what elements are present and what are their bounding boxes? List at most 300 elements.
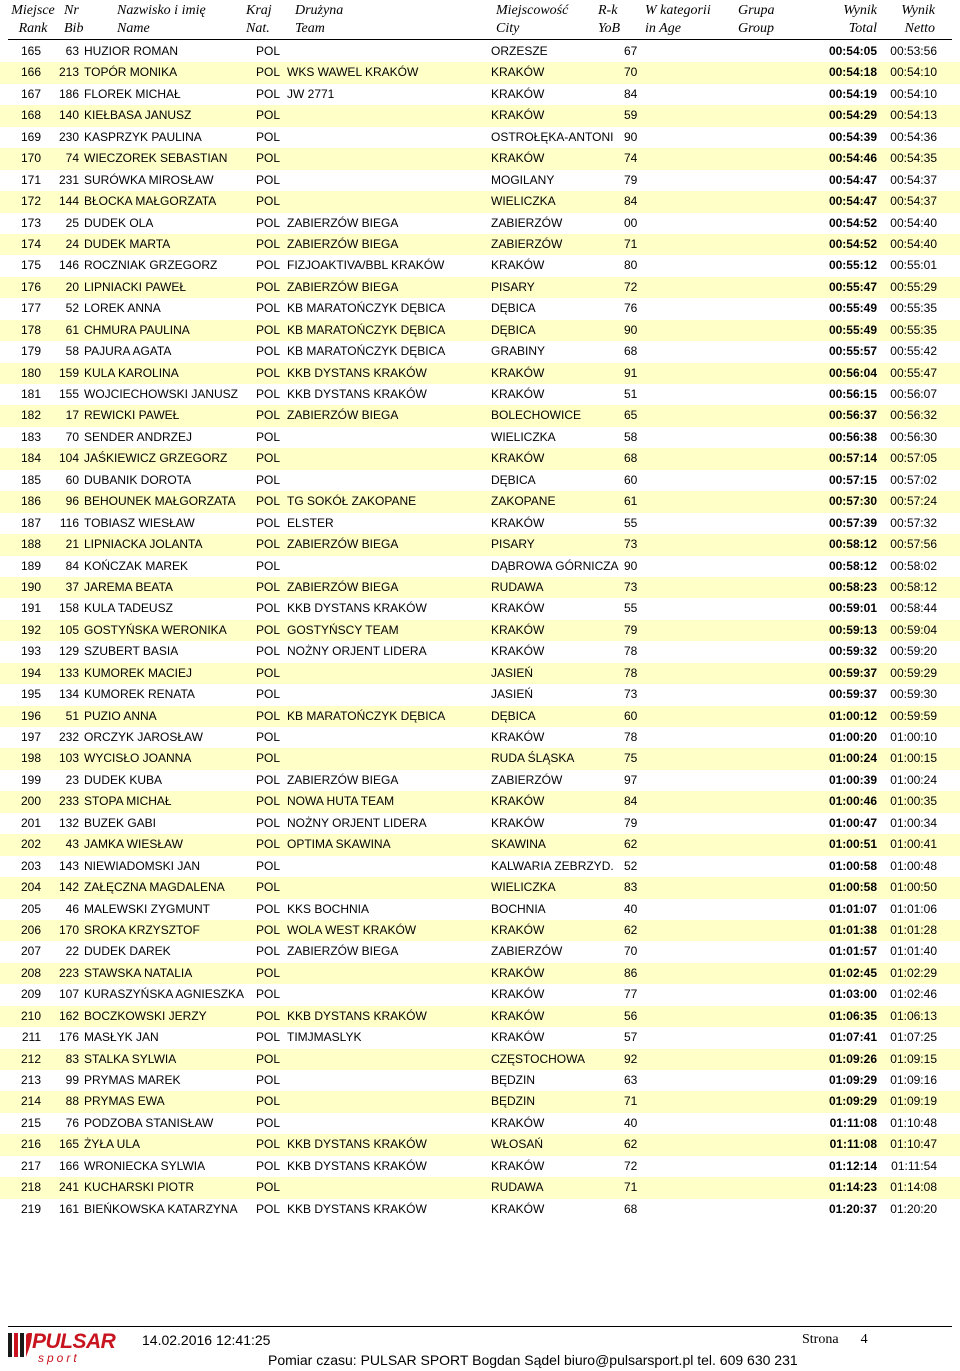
header-yob <box>598 2 620 38</box>
cell-nat: POL <box>256 965 281 980</box>
cell-team: OPTIMA SKAWINA <box>287 837 391 852</box>
cell-city: BOLECHOWICE <box>491 408 582 423</box>
cell-yob: 77 <box>624 987 638 1002</box>
cell-city: KRAKÓW <box>491 1158 545 1173</box>
table-row <box>0 491 960 512</box>
cell-netto: 01:00:34 <box>890 815 937 830</box>
cell-bib: 158 <box>58 601 79 616</box>
cell-netto: 01:00:15 <box>890 751 937 766</box>
header-yob-pl: R-k <box>598 3 618 18</box>
cell-yob: 92 <box>624 1051 638 1066</box>
cell-yob: 84 <box>624 794 638 809</box>
cell-city: KRAKÓW <box>491 1115 545 1130</box>
table-row <box>0 920 960 941</box>
cell-netto: 00:54:13 <box>890 108 937 123</box>
cell-bib: 143 <box>58 858 79 873</box>
cell-city: DĘBICA <box>491 708 536 723</box>
cell-yob: 72 <box>624 1158 638 1173</box>
cell-total: 00:56:38 <box>828 429 877 444</box>
cell-total: 00:59:32 <box>828 644 877 659</box>
cell-yob: 70 <box>624 65 638 80</box>
table-row <box>0 341 960 362</box>
cell-city: KRAKÓW <box>491 644 545 659</box>
cell-netto: 00:54:35 <box>890 151 937 166</box>
cell-bib: 129 <box>58 644 79 659</box>
cell-city: JASIEŃ <box>491 687 534 702</box>
cell-rank: 189 <box>20 558 41 573</box>
cell-nat: POL <box>256 687 281 702</box>
cell-city: KALWARIA ZEBRZYD. <box>491 858 614 873</box>
table-row <box>0 684 960 705</box>
cell-team: KKB DYSTANS KRAKÓW <box>287 1008 427 1023</box>
cell-rank: 193 <box>20 644 41 659</box>
cell-nat: POL <box>256 601 281 616</box>
cell-yob: 75 <box>624 751 638 766</box>
cell-netto: 00:54:10 <box>890 65 937 80</box>
table-row <box>0 1049 960 1070</box>
cell-yob: 79 <box>624 815 638 830</box>
header-total-pl: Wynik <box>843 3 877 18</box>
header-age-en: in Age <box>645 21 681 36</box>
cell-total: 00:54:46 <box>828 151 877 166</box>
cell-city: RUDAWA <box>491 579 544 594</box>
cell-bib: 134 <box>58 687 79 702</box>
cell-total: 01:11:08 <box>829 1137 877 1152</box>
cell-netto: 01:10:48 <box>890 1115 937 1130</box>
cell-rank: 208 <box>20 965 41 980</box>
cell-rank: 191 <box>20 601 41 616</box>
cell-yob: 71 <box>624 1094 638 1109</box>
cell-total: 00:57:30 <box>828 494 877 509</box>
cell-rank: 215 <box>20 1115 41 1130</box>
cell-bib: 186 <box>58 86 79 101</box>
cell-city: KRAKÓW <box>491 86 545 101</box>
cell-total: 01:01:07 <box>828 901 877 916</box>
cell-netto: 01:00:48 <box>890 858 937 873</box>
cell-team: NOŻNY ORJENT LIDERA <box>287 815 427 830</box>
table-row <box>0 405 960 426</box>
cell-rank: 214 <box>20 1094 41 1109</box>
cell-name: WYCISŁO JOANNA <box>84 751 192 766</box>
cell-city: KRAKÓW <box>491 451 545 466</box>
cell-yob: 40 <box>624 1115 638 1130</box>
cell-team: GOSTYŃSCY TEAM <box>287 622 399 637</box>
cell-netto: 01:20:20 <box>890 1201 937 1216</box>
cell-yob: 71 <box>624 236 638 251</box>
page-number: 4 <box>860 1332 868 1347</box>
cell-name: JAREMA BEATA <box>84 579 173 594</box>
cell-netto: 01:01:40 <box>890 944 937 959</box>
cell-nat: POL <box>256 1030 281 1045</box>
cell-total: 00:59:37 <box>828 687 877 702</box>
cell-total: 01:00:47 <box>828 815 877 830</box>
cell-name: KULA KAROLINA <box>84 365 179 380</box>
cell-rank: 183 <box>20 429 41 444</box>
cell-name: SENDER ANDRZEJ <box>84 429 193 444</box>
table-row <box>0 1091 960 1112</box>
cell-rank: 170 <box>20 151 41 166</box>
header-group-en: Group <box>738 21 775 36</box>
cell-bib: 24 <box>65 236 79 251</box>
cell-yob: 76 <box>624 301 638 316</box>
cell-yob: 57 <box>624 1030 638 1045</box>
logo-word: PULSAR <box>32 1330 116 1353</box>
cell-rank: 219 <box>20 1201 41 1216</box>
cell-nat: POL <box>256 344 281 359</box>
cell-city: KRAKÓW <box>491 387 545 401</box>
cell-bib: 155 <box>58 387 79 401</box>
cell-total: 00:54:05 <box>828 44 877 58</box>
cell-name: LIPNIACKA JOLANTA <box>84 537 203 552</box>
header-nat-en: Nat. <box>246 21 270 36</box>
cell-nat: POL <box>256 215 281 230</box>
cell-netto: 00:54:40 <box>890 236 937 251</box>
header-nat-pl: Kraj <box>246 3 272 18</box>
cell-nat: POL <box>256 1094 281 1109</box>
header-city-en: City <box>496 21 520 36</box>
cell-bib: 105 <box>58 622 79 637</box>
table-row <box>0 727 960 748</box>
cell-total: 01:14:23 <box>828 1180 877 1195</box>
table-row <box>0 641 960 662</box>
cell-rank: 179 <box>20 344 41 359</box>
cell-nat: POL <box>256 1137 281 1152</box>
cell-nat: POL <box>256 86 281 101</box>
table-row <box>0 620 960 641</box>
header-age <box>645 2 711 38</box>
table-row <box>0 663 960 684</box>
cell-total: 01:06:35 <box>828 1008 877 1023</box>
cell-name: CHMURA PAULINA <box>84 322 190 337</box>
header-netto <box>901 2 935 38</box>
cell-bib: 176 <box>58 1030 79 1045</box>
cell-city: KRAKÓW <box>491 1030 545 1045</box>
cell-total: 00:56:37 <box>828 408 877 423</box>
cell-city: WIELICZKA <box>491 429 556 444</box>
cell-total: 01:00:46 <box>828 794 877 809</box>
cell-city: ZAKOPANE <box>491 494 556 509</box>
cell-total: 00:56:15 <box>828 387 877 401</box>
cell-team: KKB DYSTANS KRAKÓW <box>287 365 427 380</box>
cell-bib: 58 <box>65 344 79 359</box>
cell-yob: 67 <box>624 44 638 58</box>
cell-yob: 00 <box>624 215 638 230</box>
table-row <box>0 363 960 384</box>
cell-netto: 00:59:20 <box>890 644 937 659</box>
cell-nat: POL <box>256 1180 281 1195</box>
cell-city: RUDAWA <box>491 1180 544 1195</box>
cell-bib: 233 <box>58 794 79 809</box>
cell-bib: 140 <box>58 108 79 123</box>
cell-city: BĘDZIN <box>491 1073 536 1087</box>
cell-nat: POL <box>256 65 281 80</box>
cell-nat: POL <box>256 880 281 895</box>
cell-nat: POL <box>256 537 281 552</box>
cell-total: 00:55:49 <box>828 301 877 316</box>
cell-name: ORCZYK JAROSŁAW <box>84 730 203 744</box>
header-team <box>295 2 343 38</box>
cell-team: ZABIERZÓW BIEGA <box>287 236 399 251</box>
cell-total: 01:00:58 <box>828 880 877 895</box>
cell-name: KOŃCZAK MAREK <box>84 558 189 573</box>
cell-total: 00:58:23 <box>828 579 877 594</box>
cell-name: PRYMAS MAREK <box>84 1073 181 1087</box>
cell-netto: 01:10:47 <box>890 1137 937 1152</box>
cell-total: 00:54:18 <box>828 65 877 80</box>
cell-total: 00:55:12 <box>828 258 877 273</box>
cell-netto: 01:02:46 <box>890 987 937 1002</box>
cell-yob: 79 <box>624 172 638 187</box>
cell-yob: 74 <box>624 151 638 166</box>
table-row <box>0 213 960 234</box>
cell-netto: 00:57:24 <box>890 494 937 509</box>
table-row <box>0 1199 960 1220</box>
cell-name: DUDEK KUBA <box>84 772 163 787</box>
cell-netto: 00:54:37 <box>890 194 937 209</box>
cell-total: 01:07:41 <box>828 1030 877 1045</box>
cell-netto: 01:09:19 <box>890 1094 937 1109</box>
header-age-pl: W kategorii <box>645 3 711 18</box>
cell-netto: 00:55:47 <box>890 365 937 380</box>
cell-nat: POL <box>256 322 281 337</box>
header-total <box>843 2 877 38</box>
cell-nat: POL <box>256 579 281 594</box>
cell-nat: POL <box>256 494 281 509</box>
cell-nat: POL <box>256 772 281 787</box>
cell-nat: POL <box>256 301 281 316</box>
cell-netto: 00:58:44 <box>890 601 937 616</box>
cell-city: KRAKÓW <box>491 922 545 937</box>
cell-bib: 132 <box>58 815 79 830</box>
cell-rank: 217 <box>20 1158 41 1173</box>
cell-bib: 107 <box>58 987 79 1002</box>
cell-rank: 202 <box>20 837 41 852</box>
cell-team: ZABIERZÓW BIEGA <box>287 579 399 594</box>
cell-bib: 146 <box>58 258 79 273</box>
results-table-header <box>0 0 960 40</box>
cell-team: ZABIERZÓW BIEGA <box>287 279 399 294</box>
cell-team: KKB DYSTANS KRAKÓW <box>287 1201 427 1216</box>
cell-team: KKB DYSTANS KRAKÓW <box>287 387 427 401</box>
cell-total: 01:09:29 <box>828 1094 877 1109</box>
cell-total: 01:00:39 <box>828 772 877 787</box>
cell-city: ZABIERZÓW <box>491 236 563 251</box>
cell-yob: 63 <box>624 1073 638 1087</box>
cell-nat: POL <box>256 44 281 58</box>
table-row <box>0 84 960 105</box>
cell-netto: 00:56:07 <box>890 387 937 401</box>
cell-netto: 00:53:56 <box>890 44 937 58</box>
header-yob-en: YoB <box>598 21 621 36</box>
cell-rank: 211 <box>21 1030 41 1045</box>
cell-netto: 00:55:01 <box>890 258 937 273</box>
cell-total: 01:00:20 <box>828 730 877 744</box>
cell-city: KRAKÓW <box>491 151 545 166</box>
table-row <box>0 1134 960 1155</box>
cell-nat: POL <box>256 515 281 530</box>
cell-bib: 144 <box>58 194 79 209</box>
cell-rank: 212 <box>20 1051 41 1066</box>
results-table-body <box>0 41 960 1220</box>
cell-bib: 159 <box>58 365 79 380</box>
header-team-en: Team <box>295 21 325 36</box>
cell-total: 00:54:29 <box>828 108 877 123</box>
cell-city: KRAKÓW <box>491 258 545 273</box>
cell-city: DĘBICA <box>491 322 536 337</box>
cell-rank: 166 <box>20 65 41 80</box>
cell-rank: 177 <box>20 301 41 316</box>
cell-bib: 165 <box>58 1137 79 1152</box>
cell-city: KRAKÓW <box>491 622 545 637</box>
cell-name: WOJCIECHOWSKI JANUSZ <box>84 387 239 401</box>
cell-team: KB MARATOŃCZYK DĘBICA <box>287 708 446 723</box>
header-team-pl: Drużyna <box>295 3 344 18</box>
cell-total: 01:09:29 <box>828 1073 877 1087</box>
cell-nat: POL <box>256 730 281 744</box>
cell-city: KRAKÓW <box>491 601 545 616</box>
cell-team: ZABIERZÓW BIEGA <box>287 408 399 423</box>
cell-yob: 79 <box>624 622 638 637</box>
cell-team: KKB DYSTANS KRAKÓW <box>287 1137 427 1152</box>
cell-bib: 84 <box>65 558 79 573</box>
table-row <box>0 556 960 577</box>
cell-rank: 188 <box>20 537 41 552</box>
header-city-pl: Miejscowość <box>496 3 569 18</box>
cell-yob: 68 <box>624 1201 638 1216</box>
cell-total: 01:20:37 <box>828 1201 877 1216</box>
cell-netto: 00:59:59 <box>890 708 937 723</box>
page-label: Strona <box>802 1332 839 1347</box>
cell-city: KRAKÓW <box>491 987 545 1002</box>
cell-total: 00:58:12 <box>828 558 877 573</box>
cell-total: 01:00:12 <box>828 708 877 723</box>
table-row <box>0 1177 960 1198</box>
cell-team: ELSTER <box>287 515 334 530</box>
cell-name: KULA TADEUSZ <box>84 601 173 616</box>
cell-city: KRAKÓW <box>491 1008 545 1023</box>
table-row <box>0 1156 960 1177</box>
cell-rank: 184 <box>20 451 41 466</box>
table-row <box>0 813 960 834</box>
header-divider <box>8 39 952 40</box>
cell-yob: 55 <box>624 515 638 530</box>
cell-rank: 169 <box>20 129 41 144</box>
cell-yob: 84 <box>624 194 638 209</box>
header-group <box>738 2 775 38</box>
cell-team: KB MARATOŃCZYK DĘBICA <box>287 322 446 337</box>
cell-city: BĘDZIN <box>491 1094 536 1109</box>
cell-nat: POL <box>256 1051 281 1066</box>
cell-rank: 190 <box>20 579 41 594</box>
cell-nat: POL <box>256 708 281 723</box>
cell-total: 00:59:37 <box>828 665 877 680</box>
cell-rank: 200 <box>20 794 41 809</box>
cell-team: WKS WAWEL KRAKÓW <box>287 65 419 80</box>
cell-total: 00:54:47 <box>828 194 877 209</box>
timing-credit: Pomiar czasu: PULSAR SPORT Bogdan Sądel biuro@pulsarsport.pl tel. 609 630 231 <box>268 1352 798 1368</box>
cell-rank: 172 <box>20 194 41 209</box>
table-row <box>0 770 960 791</box>
cell-total: 01:00:24 <box>828 751 877 766</box>
cell-yob: 68 <box>624 451 638 466</box>
cell-yob: 91 <box>624 365 638 380</box>
table-row <box>0 1070 960 1091</box>
cell-city: DĄBROWA GÓRNICZA <box>491 558 619 573</box>
cell-name: PAJURA AGATA <box>84 344 172 359</box>
cell-netto: 00:55:35 <box>890 301 937 316</box>
cell-team: TG SOKÓŁ ZAKOPANE <box>287 494 417 509</box>
cell-city: PISARY <box>491 279 535 294</box>
cell-name: FLOREK MICHAŁ <box>84 86 181 101</box>
cell-name: NIEWIADOMSKI JAN <box>84 858 201 873</box>
cell-netto: 00:55:29 <box>890 279 937 294</box>
cell-team: ZABIERZÓW BIEGA <box>287 215 399 230</box>
cell-netto: 00:59:04 <box>890 622 937 637</box>
cell-name: HUZIOR ROMAN <box>84 44 178 58</box>
cell-rank: 168 <box>20 108 41 123</box>
cell-yob: 78 <box>624 644 638 659</box>
cell-total: 00:55:57 <box>828 344 877 359</box>
cell-name: BUZEK GABI <box>84 815 157 830</box>
cell-nat: POL <box>256 1158 281 1173</box>
cell-city: ORZESZE <box>491 44 548 58</box>
cell-yob: 90 <box>624 129 638 144</box>
cell-city: RUDA ŚLĄSKA <box>491 751 575 766</box>
header-rank-en: Rank <box>18 21 48 36</box>
cell-nat: POL <box>256 151 281 166</box>
cell-name: SZUBERT BASIA <box>84 644 179 659</box>
table-row <box>0 127 960 148</box>
cell-yob: 62 <box>624 922 638 937</box>
cell-yob: 72 <box>624 279 638 294</box>
cell-nat: POL <box>256 1073 281 1087</box>
cell-nat: POL <box>256 258 281 273</box>
cell-netto: 01:14:08 <box>890 1180 937 1195</box>
cell-bib: 74 <box>65 151 79 166</box>
cell-netto: 00:59:30 <box>890 687 937 702</box>
cell-city: WIELICZKA <box>491 880 556 895</box>
cell-total: 00:56:04 <box>828 365 877 380</box>
cell-rank: 218 <box>20 1180 41 1195</box>
cell-bib: 213 <box>58 65 79 80</box>
cell-yob: 65 <box>624 408 638 423</box>
table-row <box>0 577 960 598</box>
table-row <box>0 448 960 469</box>
cell-nat: POL <box>256 1115 281 1130</box>
cell-yob: 73 <box>624 687 638 702</box>
cell-total: 00:58:12 <box>828 537 877 552</box>
cell-bib: 162 <box>58 1008 79 1023</box>
cell-netto: 00:58:12 <box>890 579 937 594</box>
cell-netto: 00:57:05 <box>890 451 937 466</box>
cell-total: 01:00:51 <box>828 837 877 852</box>
cell-rank: 197 <box>20 730 41 744</box>
cell-bib: 20 <box>65 279 79 294</box>
cell-yob: 80 <box>624 258 638 273</box>
cell-city: WIELICZKA <box>491 194 556 209</box>
footer-divider <box>8 1326 952 1327</box>
cell-netto: 00:57:02 <box>890 472 937 487</box>
cell-yob: 84 <box>624 86 638 101</box>
table-row <box>0 470 960 491</box>
table-row <box>0 41 960 62</box>
cell-yob: 78 <box>624 730 638 744</box>
cell-bib: 241 <box>58 1180 79 1195</box>
cell-bib: 230 <box>58 129 79 144</box>
cell-bib: 231 <box>58 172 79 187</box>
cell-city: KRAKÓW <box>491 815 545 830</box>
cell-yob: 71 <box>624 1180 638 1195</box>
